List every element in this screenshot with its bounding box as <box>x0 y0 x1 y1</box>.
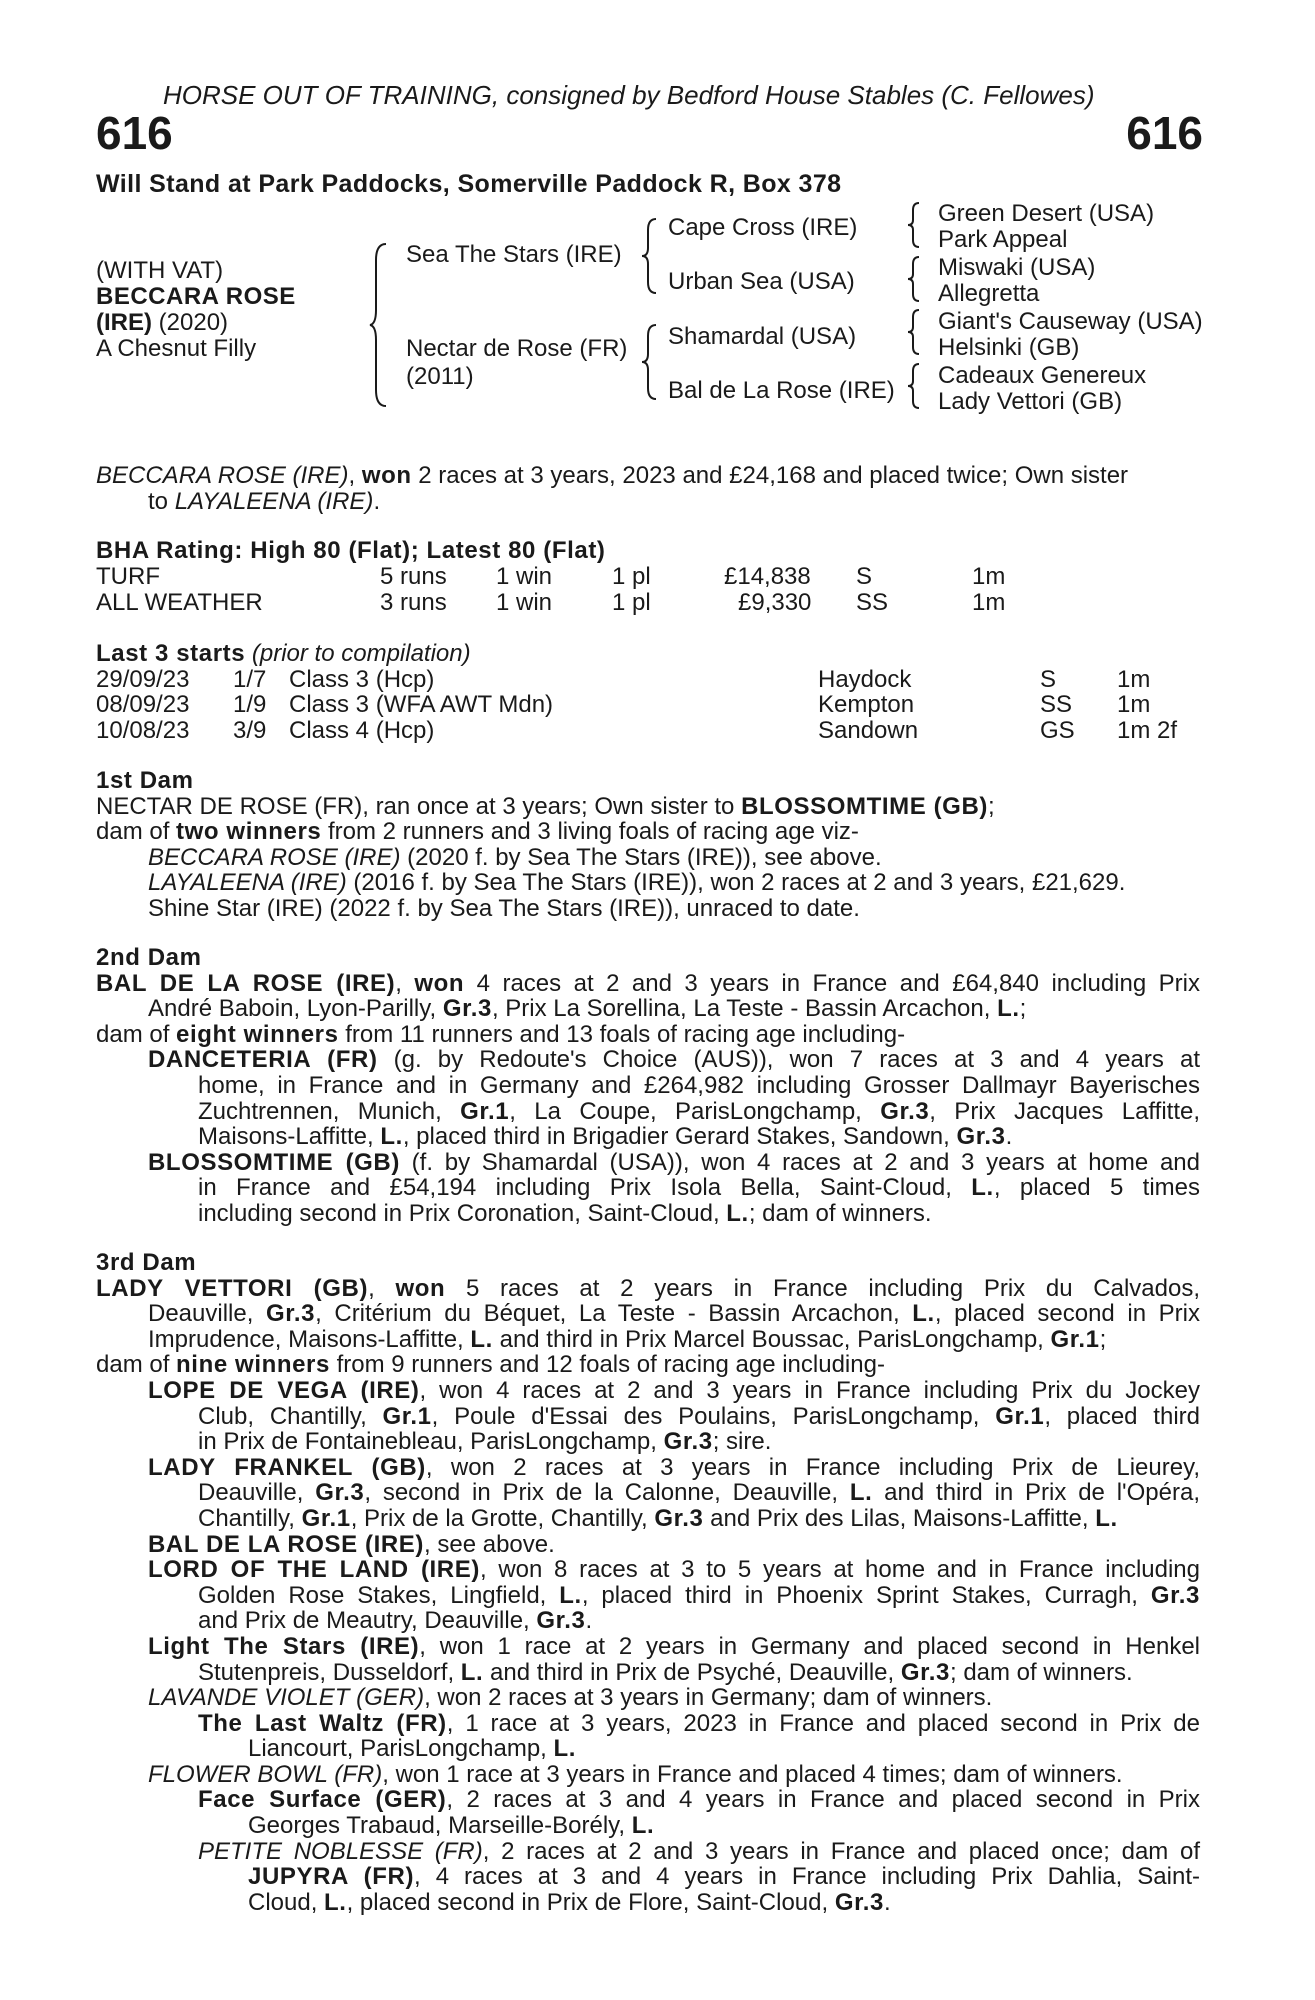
dam-year: (2011) <box>406 363 474 390</box>
consignor-line: HORSE OUT OF TRAINING, consigned by Bedford House Stables (C. Fellowes) <box>163 80 1095 110</box>
sire-dam-dam: Allegretta <box>938 280 1040 307</box>
dam-dam-dam: Lady Vettori (GB) <box>938 388 1123 415</box>
last-starts-title: Last 3 starts (prior to compilation) <box>96 640 471 667</box>
horse-origin-year <box>96 310 228 336</box>
sire-sire-dam: Park Appeal <box>938 226 1068 253</box>
dam: Nectar de Rose (FR) <box>406 335 628 362</box>
race-summary: BECCARA ROSE (IRE), won 2 races at 3 years, 2023 and £24,168 and placed twice; Own sister to LAYALEENA (IRE). <box>96 462 1129 515</box>
first-dam-section: 1st Dam NECTAR DE ROSE (FR), ran once at 3 years; Own sister to BLOSSOMTIME (GB); dam of two winners from 2 runners and 3 living foals of racing age viz- BECCARA ROSE (IRE) (2020 f. by Sea The Stars (IRE)), see above. LAYALEENA (IRE) (2016 f. by Sea The Stars (IRE)), won 2 races at 2 and 3 years, £21,629. Shine Star (IRE) (2022 f. by Sea The Stars (IRE)), unraced to date. <box>96 768 1200 922</box>
bha-rating-title: BHA Rating: High 80 (Flat); Latest 80 (Flat) <box>96 537 606 564</box>
pedigree-brace-sd <box>906 254 922 304</box>
catalogue-page: HORSE OUT OF TRAINING, consigned by Bedford House Stables (C. Fellowes) 616 616 Will Stand at Park Paddocks, Somerville Paddock R, Box 378 (WITH VAT) BECCARA ROSE (IRE) (2020) A Chesnut Filly Sea The Stars (IRE) Nectar de Rose (FR) (2011) Cape Cross (IRE) Urban Sea (USA) Shamardal (USA) Bal de La Rose (IRE) Green Desert (USA) Park Appeal Miswaki (USA) Allegretta Giant's Causeway (USA) Helsinki (GB) Cadeaux Genereux Lady Vettori (GB) BECCARA ROSE (IRE), won 2 races at 3 years, 2023 and £24,168 and placed twice; Own sister to LAYALEENA (IRE). BHA Rating: High 80 (Flat); Latest 80 (Flat) TURF 5 runs 1 win 1 pl £14,838 S 1m ALL WEATHER 3 runs 1 win 1 pl £9,330 SS 1m Last 3 starts (prior to compilation) 29/09/23 1/7 Class 3 (Hcp) Haydock S 1m 08/09/23 1/9 Class 3 (WFA AWT Mdn) Kempton SS 1m 10/08/23 3/9 Class 4 (Hcp) Sandown GS 1m 2f 1st Dam NECTAR DE ROSE (FR), ran once at 3 years; Own sister to BLOSSOMTIME (GB); dam of two winners from 2 runners and 3 living foals of racing age viz- BECCARA ROSE (IRE) (2020 f. by Sea The Stars (IRE)), see above. LAYALEENA (IRE) (2016 f. by Sea The Stars (IRE)), won 2 races at 2 and 3 years, £21,629. Shine Star (IRE) (2022 f. by Sea The Stars (IRE)), unraced to date. 2nd Dam BAL DE LA ROSE (IRE), won 4 races at 2 and 3 years in France and £64,840 including Prix André Baboin, Lyon-Parilly, Gr.3, Prix La Sorellina, La Teste - Bassin Arcachon, L.; dam of eight winners from 11 runners and 13 foals of racing age including- DANCETERIA (FR) (g. by Redoute's Choice (AUS)), won 7 races at 3 and 4 years at home, in France and in Germany and £264,982 including Grosser Dallmayr Bayerisches Zuchtrennen, Munich, Gr.1, La Coupe, ParisLongchamp, Gr.3, Prix Jacques Laffitte, Maisons-Laffitte, L., placed third in Brigadier Gerard Stakes, Sandown, Gr.3. BLOSSOMTIME (GB) (f. by Shamardal (USA)), won 4 races at 2 and 3 years at home and in France and £54,194 including Prix Isola Bella, Saint-Cloud, L., placed 5 times including second in Prix Coronation, Saint-Cloud, L.; dam of winners. 3rd Dam LADY VETTORI (GB), won 5 races at 2 years in France including Prix du Calvados, Deauville, Gr.3, Critérium du Béquet, La Teste - Bassin Arcachon, L., placed second in Prix Imprudence, Maisons-Laffitte, L. and third in Prix Marcel Boussac, ParisLongchamp, Gr.1; dam of nine winners from 9 runners and 12 foals of racing age including- LOPE DE VEGA (IRE), won 4 races at 2 and 3 years in France including Prix du Jockey Club, Chantilly, Gr.1, Poule d'Essai des Poulains, ParisLongchamp, Gr.1, placed third in Prix de Fontainebleau, ParisLongchamp, Gr.3; sire. LADY FRANKEL (GB), won 2 races at 3 years in France including Prix de Lieurey, Deauville, Gr.3, second in Prix de la Calonne, Deauville, L. and third in Prix de l'Opéra, Chantilly, Gr.1, Prix de la Grotte, Chantilly, Gr.3 and Prix des Lilas, Maisons-Laffitte, L. BAL DE LA ROSE (IRE), see above. LORD OF THE LAND (IRE), won 8 races at 3 to 5 years at home and in France including Golden Rose Stakes, Lingfield, L., placed third in Phoenix Sprint Stakes, Curragh, Gr.3 and Prix de Meautry, Deauville, Gr.3. Light The Stars (IRE), won 1 race at 2 years in Germany and placed second in Henkel Stutenpreis, Dusseldorf, L. and third in Prix de Psyché, Deauville, Gr.3; dam of winners. LAVANDE VIOLET (GER), won 2 races at 3 years in Germany; dam of winners. The Last Waltz (FR), 1 race at 3 years, 2023 in France and placed second in Prix de Liancourt, ParisLongchamp, L. FLOWER BOWL (FR), won 1 race at 3 years in France and placed 4 times; dam of winners. Face Surface (GER), 2 races at 3 and 4 years in France and placed second in Prix Georges Trabaud, Marseille-Borély, L. PETITE NOBLESSE (FR), 2 races at 2 and 3 years in France and placed once; dam of JUPYRA (FR), 4 races at 3 and 4 years in France including Prix Dahlia, Saint- Cloud, L., placed second in Prix de Flore, Saint-Cloud, Gr.3. <box>96 80 1203 1916</box>
sire-dam: Urban Sea (USA) <box>668 268 855 295</box>
stand-location: Will Stand at Park Paddocks, Somerville Paddock R, Box 378 <box>96 170 842 198</box>
dam-sire-sire: Giant's Causeway (USA) <box>938 308 1203 335</box>
first-dam-heading: 1st Dam <box>96 767 194 794</box>
second-dam-section: 2nd Dam BAL DE LA ROSE (IRE), won 4 races at 2 and 3 years in France and £64,840 including Prix André Baboin, Lyon-Parilly, Gr.3, Prix La Sorellina, La Teste - Bassin Arcachon, L.; dam of eight winners from 11 runners and 13 foals of racing age including- DANCETERIA (FR) (g. by Redoute's Choice (AUS)), won 7 races at 3 and 4 years at home, in France and in Germany and £264,982 including Grosser Dallmayr Bayerisches Zuchtrennen, Munich, Gr.1, La Coupe, ParisLongchamp, Gr.3, Prix Jacques Laffitte, Maisons-Laffitte, L., placed third in Brigadier Gerard Stakes, Sandown, Gr.3. BLOSSOMTIME (GB) (f. by Shamardal (USA)), won 4 races at 2 and 3 years at home and in France and £54,194 including Prix Isola Bella, Saint-Cloud, L., placed 5 times including second in Prix Coronation, Saint-Cloud, L.; dam of winners. <box>96 944 1201 1227</box>
horse-origin: (IRE) <box>96 309 152 336</box>
lot-number-right: 616 <box>1126 107 1203 159</box>
sire-dam-sire: Miswaki (USA) <box>938 254 1096 281</box>
sire-sire: Cape Cross (IRE) <box>668 214 858 241</box>
pedigree-brace-ds <box>906 307 922 357</box>
summary-horse-name: BECCARA ROSE (IRE) <box>96 462 349 489</box>
dam-sire-dam: Helsinki (GB) <box>938 334 1080 361</box>
second-dam-heading: 2nd Dam <box>96 944 202 971</box>
third-dam-heading: 3rd Dam <box>96 1249 197 1276</box>
list-item: Shine Star (IRE) (2022 f. by Sea The Stars (IRE)), unraced to date. <box>148 894 860 922</box>
lot-number-left: 616 <box>96 107 173 159</box>
pedigree-main-brace <box>368 240 392 410</box>
sire: Sea The Stars (IRE) <box>406 241 622 268</box>
list-item: LAYALEENA (IRE) (2016 f. by Sea The Stars (IRE)), won 2 races at 2 and 3 years, £21,629. <box>148 869 1126 897</box>
third-dam-section: 3rd Dam LADY VETTORI (GB), won 5 races at 2 years in France including Prix du Calvados, Deauville, Gr.3, Critérium du Béquet, La Teste - Bassin Arcachon, L., placed second in Prix Imprudence, Maisons-Laffitte, L. and third in Prix Marcel Boussac, ParisLongchamp, Gr.1; dam of nine winners from 9 runners and 12 foals of racing age including- LOPE DE VEGA (IRE), won 4 races at 2 and 3 years in France including Prix du Jockey Club, Chantilly, Gr.1, Poule d'Essai des Poulains, ParisLongchamp, Gr.1, placed third in Prix de Fontainebleau, ParisLongchamp, Gr.3; sire. LADY FRANKEL (GB), won 2 races at 3 years in France including Prix de Lieurey, Deauville, Gr.3, second in Prix de la Calonne, Deauville, L. and third in Prix de l'Opéra, Chantilly, Gr.1, Prix de la Grotte, Chantilly, Gr.3 and Prix des Lilas, Maisons-Laffitte, L. BAL DE LA ROSE (IRE), see above. LORD OF THE LAND (IRE), won 8 races at 3 to 5 years at home and in France including Golden Rose Stakes, Lingfield, L., placed third in Phoenix Sprint Stakes, Curragh, Gr.3 and Prix de Meautry, Deauville, Gr.3. Light The Stars (IRE), won 1 race at 2 years in Germany and placed second in Henkel Stutenpreis, Dusseldorf, L. and third in Prix de Psyché, Deauville, Gr.3; dam of winners. LAVANDE VIOLET (GER), won 2 races at 3 years in Germany; dam of winners. The Last Waltz (FR), 1 race at 3 years, 2023 in France and placed second in Prix de Liancourt, ParisLongchamp, L. FLOWER BOWL (FR), won 1 race at 3 years in France and placed 4 times; dam of winners. Face Surface (GER), 2 races at 3 and 4 years in France and placed second in Prix Georges Trabaud, Marseille-Borély, L. PETITE NOBLESSE (FR), 2 races at 2 and 3 years in France and placed once; dam of JUPYRA (FR), 4 races at 3 and 4 years in France including Prix Dahlia, Saint- Cloud, L., placed second in Prix de Flore, Saint-Cloud, Gr.3. <box>96 1249 1201 1916</box>
horse-description: A Chesnut Filly <box>96 335 257 362</box>
dam-sire: Shamardal (USA) <box>668 323 857 350</box>
pedigree-dam-brace <box>640 322 660 402</box>
dam-dam: Bal de La Rose (IRE) <box>668 377 895 404</box>
dam-dam-sire: Cadeaux Genereux <box>938 362 1147 389</box>
horse-year: (2020) <box>152 309 229 336</box>
vat-note: (WITH VAT) <box>96 257 224 284</box>
pedigree-sire-brace <box>640 216 660 296</box>
horse-name: BECCARA ROSE <box>96 283 296 310</box>
pedigree-brace-ss <box>906 200 922 250</box>
list-item: BECCARA ROSE (IRE) (2020 f. by Sea The Stars (IRE)), see above. <box>148 843 882 871</box>
pedigree-brace-dd <box>906 361 922 411</box>
sire-sire-sire: Green Desert (USA) <box>938 200 1155 227</box>
